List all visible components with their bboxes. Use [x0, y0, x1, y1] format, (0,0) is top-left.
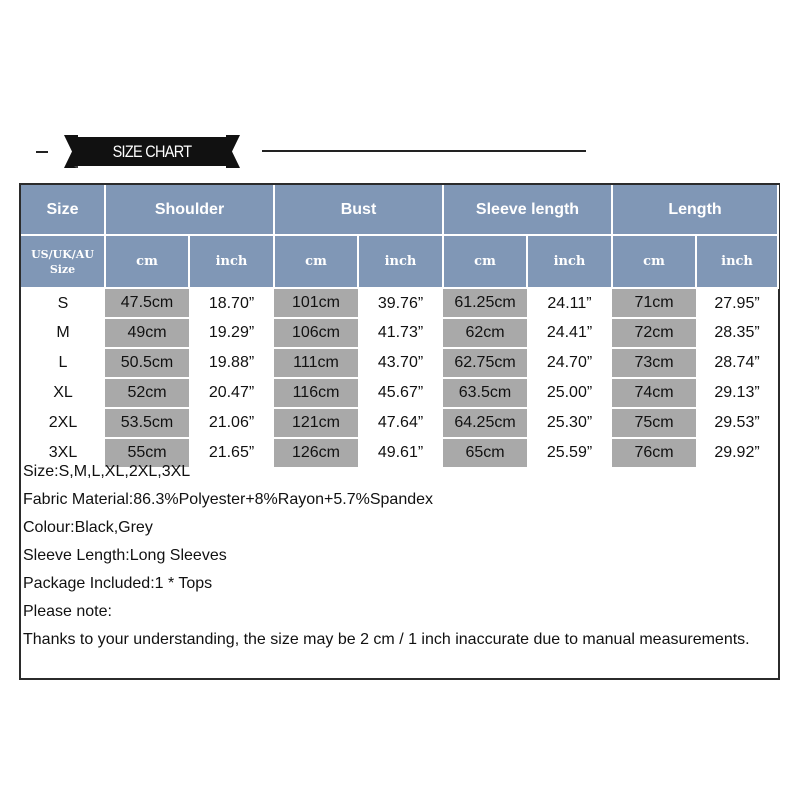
cell-length-inch: 29.13”	[696, 378, 778, 408]
shoulder-cm-header: cm	[105, 235, 189, 288]
cell-size: M	[21, 318, 105, 348]
cell-length-cm: 72cm	[612, 318, 696, 348]
banner-right-rule	[262, 150, 586, 152]
cell-bust-inch: 47.64”	[358, 408, 443, 438]
note-line: Fabric Material:86.3%Polyester+8%Rayon+5.7%Spandex	[23, 491, 434, 508]
cell-shoulder-cm: 50.5cm	[105, 348, 189, 378]
note-line: Thanks to your understanding, the size may be 2 cm / 1 inch inaccurate due to manual measurements.	[23, 631, 750, 648]
cell-shoulder-cm: 53.5cm	[105, 408, 189, 438]
table-row	[21, 288, 778, 318]
col-shoulder-header: Shoulder	[105, 185, 274, 235]
cell-length-cm: 74cm	[612, 378, 696, 408]
cell-length-cm: 75cm	[612, 408, 696, 438]
sleeve-cm-header: cm	[443, 235, 527, 288]
shoulder-inch-header: inch	[189, 235, 274, 288]
col-size-header: Size	[21, 185, 105, 235]
cell-bust-cm: 126cm	[274, 438, 358, 468]
banner-title: SIZE CHART	[112, 142, 192, 161]
cell-bust-inch: 41.73”	[358, 318, 443, 348]
size-rows	[21, 288, 778, 468]
cell-shoulder-inch: 19.88”	[189, 348, 274, 378]
cell-shoulder-cm: 55cm	[105, 438, 189, 468]
cell-bust-cm: 106cm	[274, 318, 358, 348]
length-cm-header: cm	[612, 235, 696, 288]
cell-sleeve-cm: 62cm	[443, 318, 527, 348]
cell-bust-inch: 45.67”	[358, 378, 443, 408]
size-region-header	[21, 235, 105, 288]
table-row	[21, 378, 778, 408]
note-line: Size:S,M,L,XL,2XL,3XL	[23, 463, 191, 480]
banner-left-rule	[36, 151, 48, 153]
cell-shoulder-cm: 47.5cm	[105, 288, 189, 318]
table-row	[21, 408, 778, 438]
table-row	[21, 318, 778, 348]
note-line: Colour:Black,Grey	[23, 519, 153, 536]
cell-sleeve-inch: 24.70”	[527, 348, 612, 378]
cell-shoulder-inch: 20.47”	[189, 378, 274, 408]
cell-bust-cm: 101cm	[274, 288, 358, 318]
cell-length-inch: 28.35”	[696, 318, 778, 348]
cell-bust-inch: 49.61”	[358, 438, 443, 468]
size-region-line2: Size	[49, 262, 76, 276]
cell-shoulder-cm: 52cm	[105, 378, 189, 408]
product-notes	[23, 458, 775, 654]
note-line: Package Included:1 * Tops	[23, 575, 213, 592]
cell-sleeve-cm: 64.25cm	[443, 408, 527, 438]
sleeve-inch-header: inch	[527, 235, 612, 288]
cell-size: L	[21, 348, 105, 378]
cell-size: XL	[21, 378, 105, 408]
cell-sleeve-cm: 65cm	[443, 438, 527, 468]
cell-length-inch: 29.53”	[696, 408, 778, 438]
cell-sleeve-inch: 25.30”	[527, 408, 612, 438]
cell-size: 3XL	[21, 438, 105, 468]
cell-length-cm: 71cm	[612, 288, 696, 318]
size-table	[21, 185, 779, 469]
col-length-header: Length	[612, 185, 778, 235]
col-bust-header: Bust	[274, 185, 443, 235]
cell-shoulder-inch: 21.65”	[189, 438, 274, 468]
cell-sleeve-cm: 62.75cm	[443, 348, 527, 378]
col-sleeve-header: Sleeve length	[443, 185, 612, 235]
cell-bust-inch: 39.76”	[358, 288, 443, 318]
size-chart-banner	[64, 135, 240, 168]
note-line: Please note:	[23, 603, 112, 620]
bust-cm-header: cm	[274, 235, 358, 288]
cell-length-inch: 28.74”	[696, 348, 778, 378]
unit-header-row	[21, 235, 778, 288]
cell-bust-cm: 116cm	[274, 378, 358, 408]
cell-shoulder-inch: 18.70”	[189, 288, 274, 318]
cell-length-cm: 76cm	[612, 438, 696, 468]
cell-sleeve-inch: 25.59”	[527, 438, 612, 468]
cell-bust-inch: 43.70”	[358, 348, 443, 378]
cell-length-inch: 27.95”	[696, 288, 778, 318]
bust-inch-header: inch	[358, 235, 443, 288]
cell-sleeve-inch: 24.41”	[527, 318, 612, 348]
note-line: Sleeve Length:Long Sleeves	[23, 547, 227, 564]
size-region-line1: US/UK/AU	[31, 247, 94, 261]
cell-bust-cm: 121cm	[274, 408, 358, 438]
cell-sleeve-inch: 24.11”	[527, 288, 612, 318]
cell-shoulder-inch: 21.06”	[189, 408, 274, 438]
cell-size: S	[21, 288, 105, 318]
cell-length-inch: 29.92”	[696, 438, 778, 468]
table-row	[21, 348, 778, 378]
group-header-row	[21, 185, 778, 235]
cell-bust-cm: 111cm	[274, 348, 358, 378]
cell-length-cm: 73cm	[612, 348, 696, 378]
cell-size: 2XL	[21, 408, 105, 438]
cell-sleeve-cm: 63.5cm	[443, 378, 527, 408]
cell-sleeve-inch: 25.00”	[527, 378, 612, 408]
cell-shoulder-cm: 49cm	[105, 318, 189, 348]
cell-sleeve-cm: 61.25cm	[443, 288, 527, 318]
length-inch-header: inch	[696, 235, 778, 288]
cell-shoulder-inch: 19.29”	[189, 318, 274, 348]
